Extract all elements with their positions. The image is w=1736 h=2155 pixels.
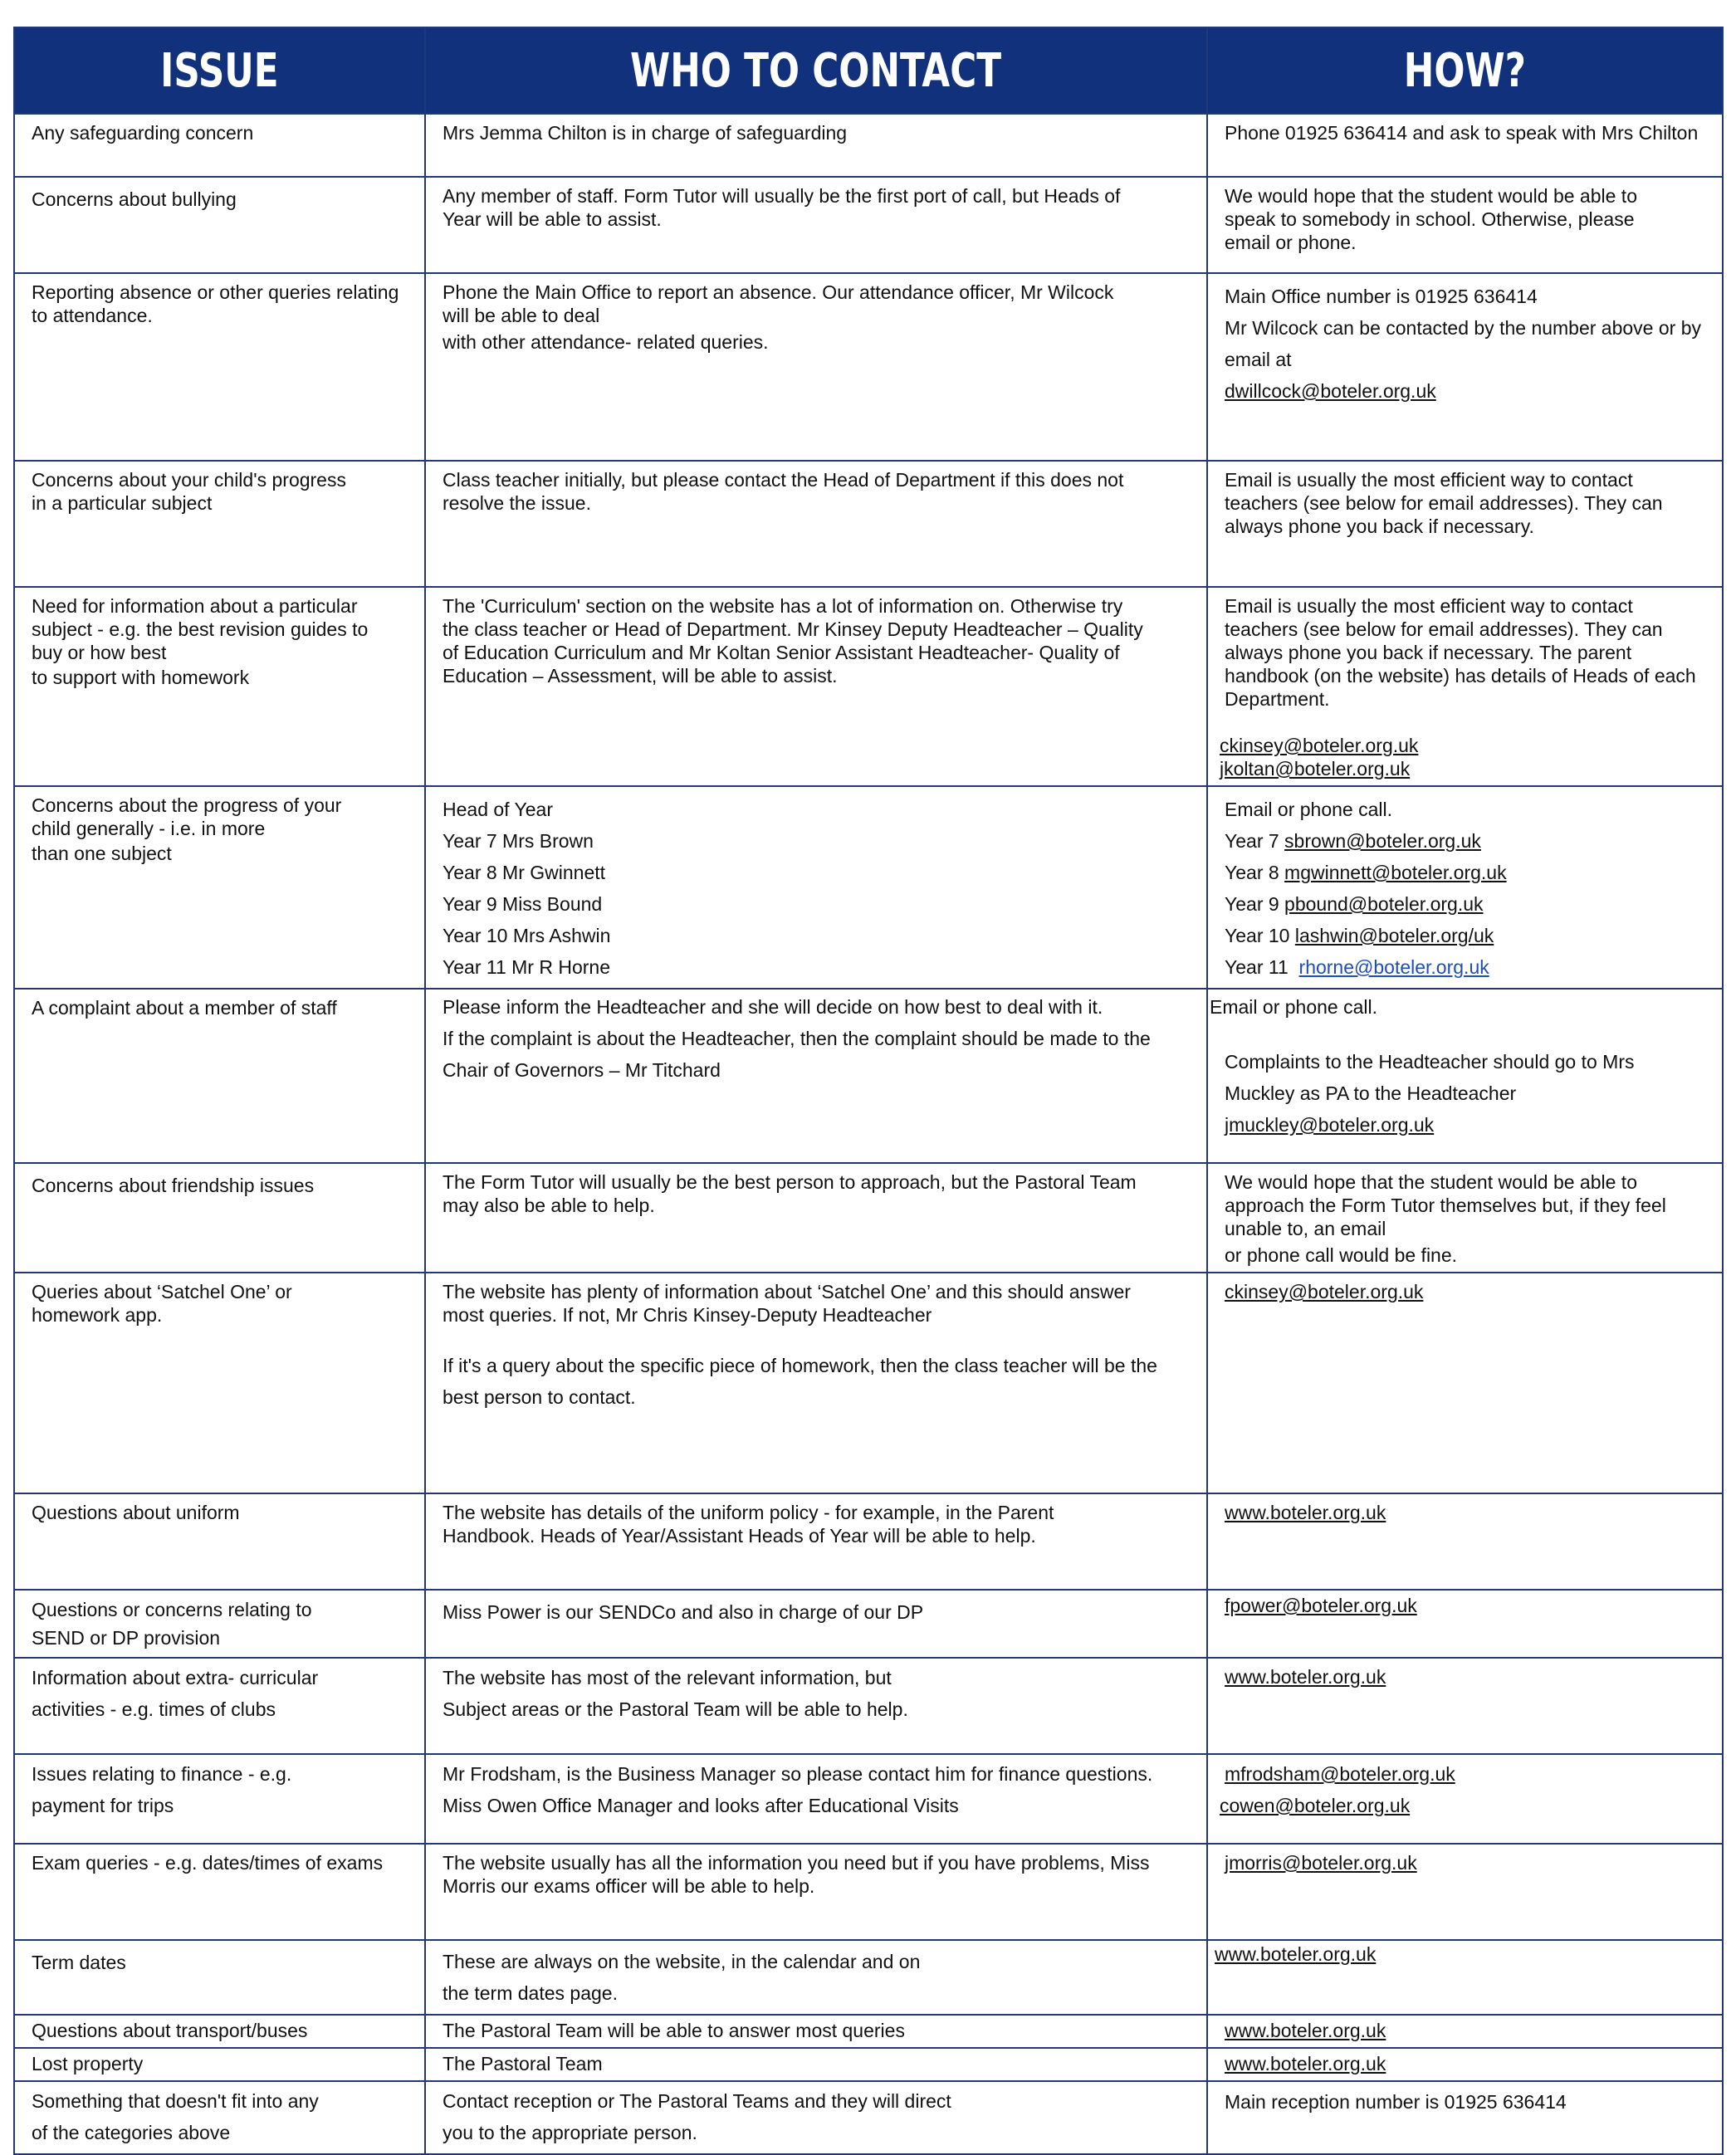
email-link[interactable]: ckinsey@boteler.org.uk xyxy=(1220,735,1419,756)
table-row xyxy=(14,1658,1723,1754)
how-cell: Main reception number is 01925 636414 xyxy=(1207,2081,1723,2154)
year-contact: Year 11 rhorne@boteler.org.uk xyxy=(1225,956,1489,978)
how-cell xyxy=(1207,1273,1723,1493)
year-contact: Year 8 mgwinnett@boteler.org.uk xyxy=(1225,862,1507,883)
who-cell: Mrs Jemma Chilton is in charge of safeguarding xyxy=(425,114,1207,177)
who-cell: The Pastoral Team will be able to answer most queries xyxy=(425,2015,1207,2048)
email-link[interactable]: jkoltan@boteler.org.uk xyxy=(1220,758,1411,779)
table-row xyxy=(14,989,1723,1163)
table-row xyxy=(14,461,1723,587)
table-row xyxy=(14,2048,1723,2081)
how-cell xyxy=(1207,2048,1723,2081)
table-row xyxy=(14,786,1723,989)
issue-cell: Information about extra- curricular activities - e.g. times of clubs xyxy=(14,1658,425,1754)
table-row xyxy=(14,1493,1723,1590)
table-row xyxy=(14,1590,1723,1658)
email-link[interactable]: sbrown@boteler.org.uk xyxy=(1284,830,1481,852)
who-cell: The 'Curriculum' section on the website has a lot of information on. Otherwise try the class teacher or Head of Department. Mr Kinsey Deputy Headteacher – Quality of Education Curriculum and Mr Koltan Senior Assistant Headteacher- Quality of Education – Assessment, will be able to assist. xyxy=(425,587,1207,786)
header-row xyxy=(14,27,1723,114)
how-cell: We would hope that the student would be able to speak to somebody in school. Otherwise, please email or phone. xyxy=(1207,177,1723,273)
issue-cell: Questions about transport/buses xyxy=(14,2015,425,2048)
table-row xyxy=(14,114,1723,177)
year-contact: Year 10 lashwin@boteler.org/uk xyxy=(1225,925,1494,946)
issue-cell: Concerns about bullying xyxy=(14,177,425,273)
who-cell: The website usually has all the information you need but if you have problems, Miss Morris our exams officer will be able to help. xyxy=(425,1844,1207,1940)
table-row xyxy=(14,177,1723,273)
website-link[interactable]: www.boteler.org.uk xyxy=(1225,1666,1386,1688)
website-link[interactable]: www.boteler.org.uk xyxy=(1225,1502,1386,1523)
who-cell: Contact reception or The Pastoral Teams and they will direct you to the appropriate person. xyxy=(425,2081,1207,2154)
issue-cell: Queries about ‘Satchel One’ or homework app. xyxy=(14,1273,425,1493)
how-cell xyxy=(1207,1590,1723,1658)
how-cell xyxy=(1207,1844,1723,1940)
table-row xyxy=(14,1273,1723,1493)
how-cell: Email or phone call. Complaints to the Headteacher should go to Mrs Muckley as PA to the Headteacher jmuckley@boteler.org.uk xyxy=(1207,989,1723,1163)
how-cell: Phone 01925 636414 and ask to speak with Mrs Chilton xyxy=(1207,114,1723,177)
table-row xyxy=(14,1844,1723,1940)
email-link[interactable]: dwillcock@boteler.org.uk xyxy=(1225,380,1436,402)
how-cell xyxy=(1207,1754,1723,1844)
email-link[interactable]: cowen@boteler.org.uk xyxy=(1220,1795,1411,1816)
how-cell: Email is usually the most efficient way to contact teachers (see below for email addresses). They can always phone you back if necessary. xyxy=(1207,461,1723,587)
contact-table xyxy=(13,27,1724,2155)
header-issue: ISSUE xyxy=(14,27,425,114)
how-cell: We would hope that the student would be able to approach the Form Tutor themselves but, if they feel unable to, an email or phone call would be fine. xyxy=(1207,1163,1723,1273)
who-cell: Class teacher initially, but please contact the Head of Department if this does not resolve the issue. xyxy=(425,461,1207,587)
issue-cell: Questions or concerns relating to SEND or DP provision xyxy=(14,1590,425,1658)
year-contact: Year 7 sbrown@boteler.org.uk xyxy=(1225,830,1481,852)
table-row xyxy=(14,1940,1723,2015)
who-cell: Head of Year Year 7 Mrs Brown Year 8 Mr Gwinnett Year 9 Miss Bound Year 10 Mrs Ashwin Year 11 Mr R Horne xyxy=(425,786,1207,989)
issue-cell: Any safeguarding concern xyxy=(14,114,425,177)
website-link[interactable]: www.boteler.org.uk xyxy=(1225,2053,1386,2074)
table-row xyxy=(14,587,1723,786)
issue-cell: Questions about uniform xyxy=(14,1493,425,1590)
issue-cell: Exam queries - e.g. dates/times of exams xyxy=(14,1844,425,1940)
how-cell xyxy=(1207,2015,1723,2048)
email-link[interactable]: jmuckley@boteler.org.uk xyxy=(1225,1114,1435,1136)
table-row xyxy=(14,1163,1723,1273)
website-link[interactable]: www.boteler.org.uk xyxy=(1225,2020,1386,2041)
how-cell: Email or phone call. Year 7 sbrown@boteler.org.uk Year 8 mgwinnett@boteler.org.uk Year 9 pbound@boteler.org.uk Year 10 lashwin@boteler.org/uk Year 11 rhorne@boteler.org.uk xyxy=(1207,786,1723,989)
how-cell xyxy=(1207,1940,1723,2015)
who-cell: Any member of staff. Form Tutor will usually be the first port of call, but Heads of Year will be able to assist. xyxy=(425,177,1207,273)
who-cell: Please inform the Headteacher and she will decide on how best to deal with it. If the complaint is about the Headteacher, then the complaint should be made to the Chair of Governors – Mr Titchard xyxy=(425,989,1207,1163)
issue-cell: Concerns about the progress of your child generally - i.e. in more than one subject xyxy=(14,786,425,989)
who-cell: Mr Frodsham, is the Business Manager so please contact him for finance questions. Miss Owen Office Manager and looks after Educational Visits xyxy=(425,1754,1207,1844)
issue-cell: Term dates xyxy=(14,1940,425,2015)
table-row xyxy=(14,2081,1723,2154)
issue-cell: Something that doesn't fit into any of the categories above xyxy=(14,2081,425,2154)
email-link[interactable]: mfrodsham@boteler.org.uk xyxy=(1225,1763,1455,1785)
how-cell xyxy=(1207,1658,1723,1754)
issue-cell: Need for information about a particular subject - e.g. the best revision guides to buy or how best to support with homework xyxy=(14,587,425,786)
who-cell: The website has plenty of information about ‘Satchel One’ and this should answer most queries. If not, Mr Chris Kinsey-Deputy Headteacher If it's a query about the specific piece of homework, then the class teacher will be the best person to contact. xyxy=(425,1273,1207,1493)
email-link[interactable]: fpower@boteler.org.uk xyxy=(1225,1595,1417,1616)
who-cell: The website has most of the relevant information, but Subject areas or the Pastoral Team will be able to help. xyxy=(425,1658,1207,1754)
issue-cell: Lost property xyxy=(14,2048,425,2081)
header-how: HOW? xyxy=(1207,27,1723,114)
email-link[interactable]: lashwin@boteler.org/uk xyxy=(1294,925,1494,946)
issue-cell: A complaint about a member of staff xyxy=(14,989,425,1163)
table-row xyxy=(14,2015,1723,2048)
how-cell: Email is usually the most efficient way to contact teachers (see below for email addresses). They can always phone you back if necessary. The parent handbook (on the website) has details of Heads of each Department. ckinsey@boteler.org.uk jkoltan@boteler.org.uk xyxy=(1207,587,1723,786)
table-row xyxy=(14,1754,1723,1844)
who-cell: The Form Tutor will usually be the best person to approach, but the Pastoral Team may also be able to help. xyxy=(425,1163,1207,1273)
who-cell: These are always on the website, in the calendar and on the term dates page. xyxy=(425,1940,1207,2015)
issue-cell: Issues relating to finance - e.g. payment for trips xyxy=(14,1754,425,1844)
table-row xyxy=(14,273,1723,461)
how-cell xyxy=(1207,1493,1723,1590)
issue-cell: Concerns about friendship issues xyxy=(14,1163,425,1273)
header-who-to-contact: WHO TO CONTACT xyxy=(425,27,1207,114)
email-link[interactable]: ckinsey@boteler.org.uk xyxy=(1225,1281,1424,1302)
email-link[interactable]: pbound@boteler.org.uk xyxy=(1284,893,1484,915)
email-link[interactable]: jmorris@boteler.org.uk xyxy=(1225,1852,1417,1874)
year-contact: Year 9 pbound@boteler.org.uk xyxy=(1225,893,1484,915)
who-cell: The Pastoral Team xyxy=(425,2048,1207,2081)
who-cell: The website has details of the uniform policy - for example, in the Parent Handbook. Heads of Year/Assistant Heads of Year will be able to help. xyxy=(425,1493,1207,1590)
who-cell: Miss Power is our SENDCo and also in charge of our DP xyxy=(425,1590,1207,1658)
email-link[interactable]: rhorne@boteler.org.uk xyxy=(1298,956,1489,978)
issue-cell: Reporting absence or other queries relating to attendance. xyxy=(14,273,425,461)
website-link[interactable]: www.boteler.org.uk xyxy=(1215,1943,1377,1965)
who-cell: Phone the Main Office to report an absence. Our attendance officer, Mr Wilcock will be able to deal with other attendance- related queries. xyxy=(425,273,1207,461)
email-link[interactable]: mgwinnett@boteler.org.uk xyxy=(1284,862,1507,883)
how-cell: Main Office number is 01925 636414 Mr Wilcock can be contacted by the number above or by email at dwillcock@boteler.org.uk xyxy=(1207,273,1723,461)
issue-cell: Concerns about your child's progress in a particular subject xyxy=(14,461,425,587)
contact-table-container xyxy=(13,27,1722,2143)
